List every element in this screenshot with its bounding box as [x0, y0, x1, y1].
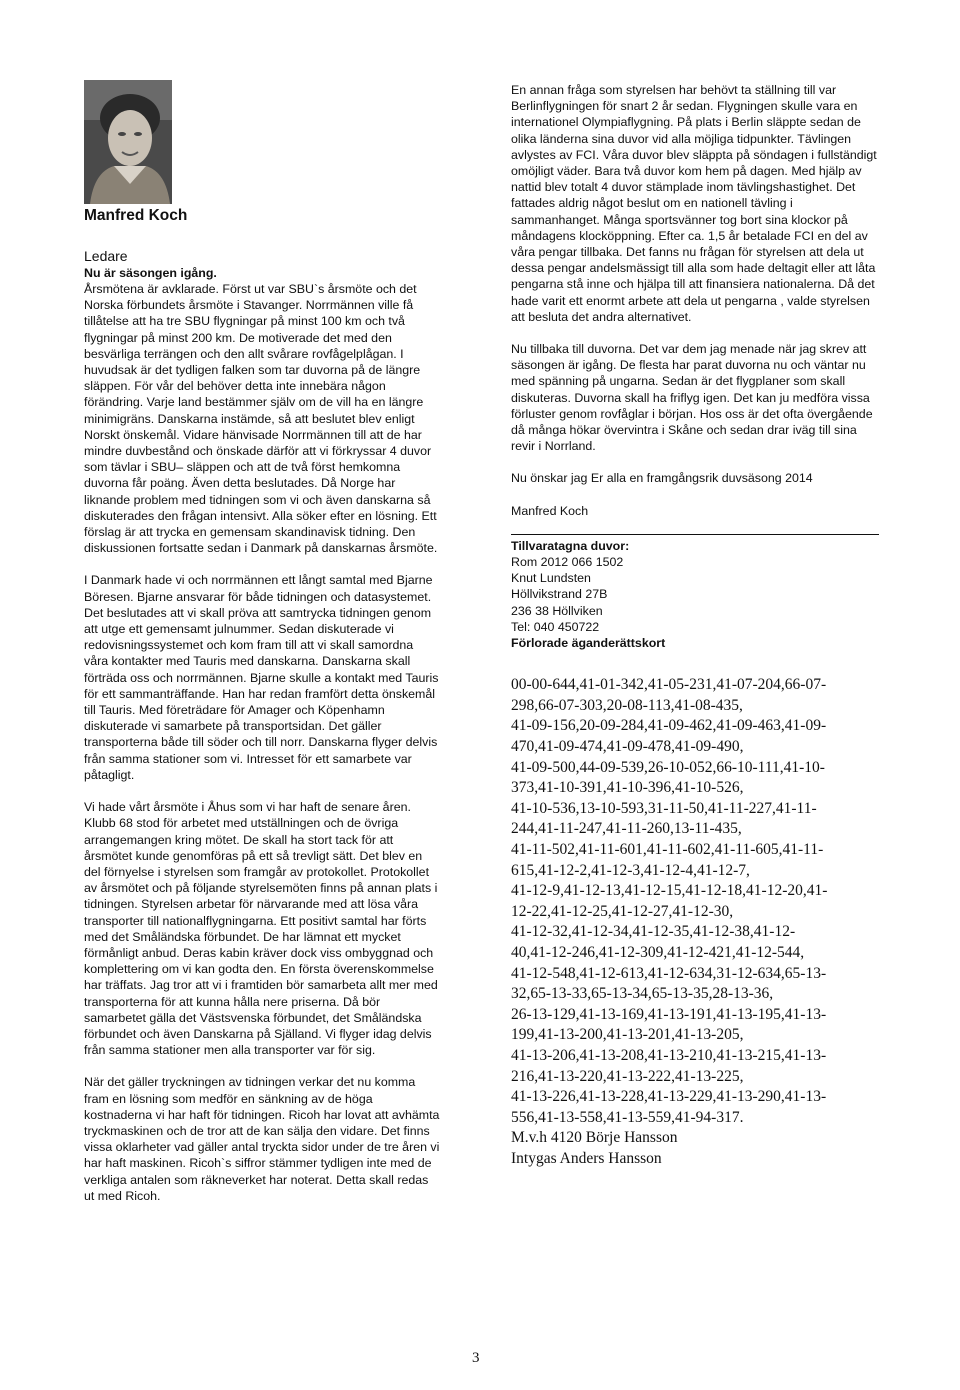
paragraph: I Danmark hade vi och norrmännen ett långt samtal med Bjarne Böresen. Bjarne ansvarar för både tidningen och datasystemet. Det beslutades att vi skall pröva att samtrycka tidningen genom att utge ett gemensamt julnummer. Sedan diskuterade vi redovisningssystemet och kom fram till att vi skall samordna våra kontakter med Tauris med danskarna. Danskarna skall förträda oss och norrmännen. Bjarne skulle a kontakt med Tauris för ett sammanträffande. Han har redan framfört detta önskemål till Tauris. Med företrädare för Amager och Köpenhamn diskuterade vi samarbete på transportsidan. Det gäller transporterna både till söder och till norr. Danskarna flyger delvis från samma stationer som vi. Intresset för ett samarbete var påtagligt. [84, 573, 439, 782]
found-line: Tel: 040 450722 [511, 619, 600, 634]
lost-line: 00-00-644,41-01-342,41-05-231,41-07-204,66-07- [511, 676, 827, 694]
lost-line: 41-12-548,41-12-613,41-12-634,31-12-634,65-13- [511, 964, 827, 982]
lost-line: 41-10-536,13-10-593,31-11-50,41-11-227,41-11- [511, 799, 817, 817]
lost-line: 32,65-13-33,65-13-34,65-13-35,28-13-36, [511, 985, 774, 1003]
portrait-image [84, 80, 172, 204]
lost-line: 41-12-32,41-12-34,41-12-35,41-12-38,41-12- [511, 923, 796, 941]
article-title: Nu är säsongen igång. [84, 266, 217, 280]
lost-line: 216,41-13-220,41-13-222,41-13-225, [511, 1067, 744, 1085]
author-photo [84, 80, 172, 204]
paragraph: Vi hade vårt årsmöte i Åhus som vi har haft de senare åren. Klubb 68 stod för arbetet med utställningen och de övriga arrangemangen kring mötet. De skall ha stort tack för att årsmötet kunde genomföras på ett så trevligt sätt. Det blev en del förnyelse i styrelsen som framgår av protokollet. Protokollet av årsmötet och på följande styrelsemöten finns på annan plats i tidningen. Styrelsen arbetar för närvarande med att lösa våra transporter till nationalflygningarna. Ett positivt samtal har förts med det Småländska förbundet. De har lämnat ett mycket förmånligt anbud. Deras kabin kräver dock viss ombyggnad och komplettering om vi kan godta den. En första överenskommelse har träffats. Jag tror att vi i framtiden bör samarbeta allt mer med transporterna för att kunna hålla nere priserna. Då bör samarbetet gälla det Västsvenska förbundet, det Småländska förbundet och även Danskarna på Själland. Vi flyger idag delvis från samma stationer men alla transporter var för sig. [84, 800, 438, 1058]
lost-line: 41-12-9,41-12-13,41-12-15,41-12-18,41-12-20,41- [511, 882, 828, 900]
found-pigeons-section [511, 534, 879, 651]
lost-cards-list [511, 675, 883, 1169]
left-column [84, 80, 440, 1204]
author-role: Ledare [84, 248, 128, 264]
closing-wish: Nu önskar jag Er alla en framgångsrik duvsäsong 2014 [511, 471, 813, 486]
lost-line: 373,41-10-391,41-10-396,41-10-526, [511, 779, 744, 797]
lost-line: 41-11-502,41-11-601,41-11-602,41-11-605,41-11- [511, 841, 824, 859]
author-name: Manfred Koch [84, 207, 188, 224]
right-column [511, 82, 883, 1170]
lost-line: 41-13-206,41-13-208,41-13-210,41-13-215,41-13- [511, 1046, 827, 1064]
lost-line: 244,41-11-247,41-11-260,13-11-435, [511, 820, 742, 838]
lost-line: 470,41-09-474,41-09-478,41-09-490, [511, 738, 744, 756]
found-line: 236 38 Höllviken [511, 603, 603, 618]
found-title: Tillvaratagna duvor: [511, 538, 630, 553]
paragraph: En annan fråga som styrelsen har behövt ta ställning till var Berlinflygningen för snart 2 år sedan. Flygningen skulle vara en internationel Olympiaflygning. På plats i Berlin släppte sedan de olika länderna sina duvor vid alla möjliga tidpunkter. Tävlingen avlystes av FCI. Våra duvor blev släppta på söndagen i fullständigt omöjligt väder. Bara två duvor kom hem på dagen. Med hjälp av nattid blev totalt 4 duvor stämplade inom tävlingshastighet. Det fattades aldrig något beslut om en nationell tävling i sammanhanget. Många sportsvänner tog bort sina klockor på måndagens klocköppning. Efter ca. 1,5 år betalade FCI en del av våra pengar tillbaka. Det fanns nu frågan för styrelsen att dela ut dessa pengar andelsmässigt till alla som hade deltagit eller att låta pengarna stå inne och hjälpa till att finansiera nationalerna. Då det hade varit ett enormt arbete att dela ut pengarna , valde styrelsen att besluta det andra alternativet. [511, 83, 877, 324]
lost-line: 40,41-12-246,41-12-309,41-12-421,41-12-544, [511, 944, 805, 962]
found-line: Höllvikstrand 27B [511, 587, 608, 602]
page-number: 3 [472, 1350, 480, 1366]
lost-line: 298,66-07-303,20-08-113,41-08-435, [511, 696, 743, 714]
lost-line: 556,41-13-558,41-13-559,41-94-317. [511, 1108, 744, 1126]
lost-line: 12-22,41-12-25,41-12-27,41-12-30, [511, 902, 734, 920]
lost-line: 41-09-500,44-09-539,26-10-052,66-10-111,41-10- [511, 758, 825, 776]
lost-line: 615,41-12-2,41-12-3,41-12-4,41-12-7, [511, 861, 750, 879]
lost-line: 41-09-156,20-09-284,41-09-462,41-09-463,41-09- [511, 717, 827, 735]
lost-title: Förlorade äganderättskort [511, 636, 666, 651]
signature: Manfred Koch [511, 503, 589, 518]
paragraph: När det gäller tryckningen av tidningen verkar det nu komma fram en lösning som medför en sänkning av de höga kostnaderna vi har haft för tidningen. Ricoh har lovat att avhämta tryckmaskinen och de tror att de kan sälja den vidare. Det finns vissa oklarheter vad gäller antal tryckta sidor under de tre åren vi har haft maskinen. Ricoh`s siffror stämmer tydligen inte med de verkliga antalen som räkneverket har noterat. Detta skall redas ut med Ricoh. [84, 1075, 440, 1203]
found-line: Rom 2012 066 1502 [511, 555, 624, 570]
certified-line: Intygas Anders Hansson [511, 1149, 662, 1167]
paragraph: Årsmötena är avklarade. Först ut var SBU`s årsmöte och det Norska förbundets årsmöte i Stavanger. Norrmännen ville få tillåtelse att ha tre SBU flygningar på minst 100 km och två flygningar på minst 200 km. De motiverade det med den besvärliga terrängen och den allt svårare rovfågelplågan. I huvudsak är det tydligen falken som tar duvorna på de längre släppen. För vår del behöver detta inte innebära någon förändring. Varje land bestämmer själv om de vill ha en längre minimigräns. Danskarna instämde, så att beslutet blev enligt Norskt önskemål. Vidare hänvisade Norrmännen till att de har mindre duvbestånd och önskade därför att vi förkryssar 4 duvor som tävlar i SBU– släppen och att de två först hemkomna duvorna får poäng. Även detta beslutades. Då Norge har liknande problem med tidningen som vi och även danskarna så diskuterades den frågan intensivt. Alla söker efter en lösning. Ett förslag är att trycka en gemensam skandinavisk tidning. Den diskussionen fortsatte sedan i Danmark på danskarnas årsmöte. [84, 282, 438, 556]
lost-line: 41-13-226,41-13-228,41-13-229,41-13-290,41-13- [511, 1088, 827, 1106]
found-line: Knut Lundsten [511, 571, 591, 586]
paragraph: Nu tillbaka till duvorna. Det var dem jag menade när jag skrev att säsongen är igång. De flesta har parat duvorna nu och väntar nu med spänning på ungarna. Sedan är det flygplaner som skall diskuteras. Duvorna skall ha friflyg igen. Det kan ju medföra vissa förluster genom rovfåglar i början. Hos oss är det ofta övergående då många hökar övervintra i Skåne och sedan drar iväg till sina revir i Norrland. [511, 342, 873, 454]
regards-line: M.v.h 4120 Börje Hansson [511, 1129, 678, 1147]
lost-line: 26-13-129,41-13-169,41-13-191,41-13-195,41-13- [511, 1005, 827, 1023]
lost-line: 199,41-13-200,41-13-201,41-13-205, [511, 1026, 744, 1044]
